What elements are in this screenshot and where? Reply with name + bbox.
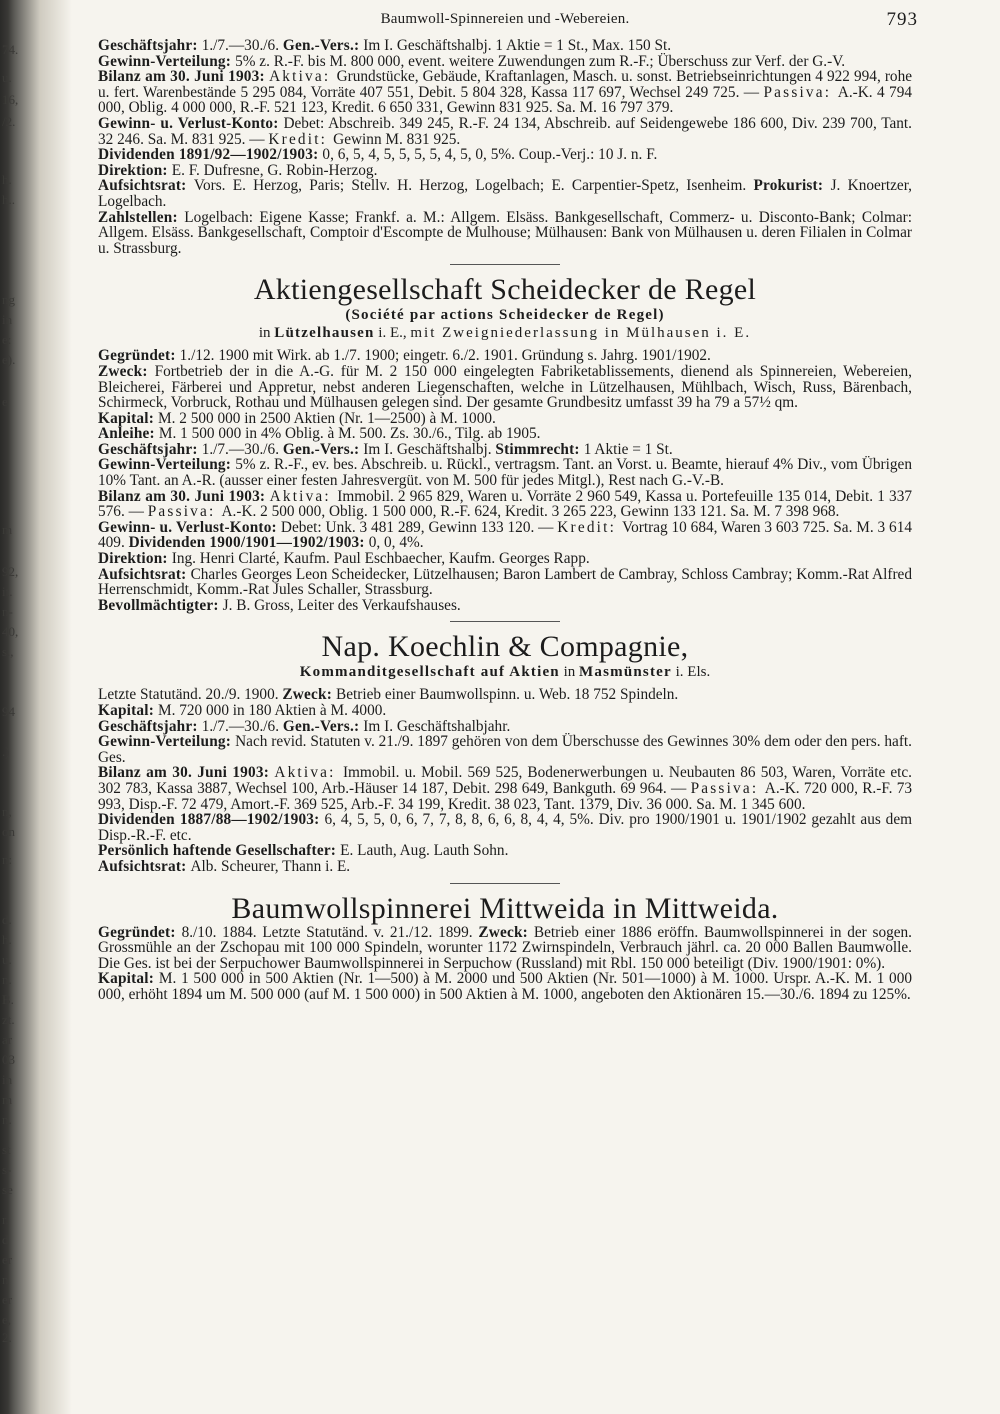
field-text: 0, 0, 4%. xyxy=(368,534,424,552)
gutter-fragment: u. xyxy=(2,952,12,967)
field-text: 1 Aktie = 1 St. xyxy=(583,440,673,458)
gutter-fragment: n. xyxy=(2,972,12,987)
previous-page-edge-fragments xyxy=(0,0,40,1414)
entry-paragraph xyxy=(98,812,912,843)
spaced-label: Aktiva: xyxy=(274,764,343,782)
field-label: Gegründet: xyxy=(98,923,182,941)
field-text: 6, 4, 5, 5, 0, 6, 7, 7, 8, 8, 6, 6, 8, 4, 4, 5%. Div. pro 1900/1901 u. 1901/1902 gezahlt aus dem Disp.-R.-F. etc. xyxy=(98,811,913,844)
field-text: J. Knoertzer, Logelbach. xyxy=(98,177,913,210)
gutter-fragment: 2. xyxy=(2,1330,12,1345)
gutter-fragment: /2. xyxy=(2,114,16,129)
field-label: Gegründet: xyxy=(98,347,180,365)
gutter-fragment: in xyxy=(2,1072,13,1087)
field-text: J. B. Gross, Leiter des Verkaufshauses. xyxy=(222,596,461,614)
entry-paragraph xyxy=(98,765,912,812)
gutter-fragment: h. xyxy=(2,172,12,187)
entry-paragraph xyxy=(98,719,912,735)
field-text: 5% z. R.-F. bis M. 800 000, event. weitere Zuwendungen zum R.-F.; Überschuss zur Verf. der G.-V. xyxy=(235,52,846,70)
gutter-fragment: 40, xyxy=(2,624,19,639)
field-text: A.-K. 2 500 000, Oblig. 1 500 000, R.-F. 624, Kredit. 3 265 223, Gewinn 133 121. Sa. M. 7 398 968. xyxy=(221,503,840,521)
spaced-label: Kredit: xyxy=(557,518,623,536)
document-page xyxy=(98,6,918,1011)
gutter-fragment: 03 xyxy=(2,1052,15,1067)
gutter-fragment: r. xyxy=(2,1212,9,1227)
field-label: Kapital: xyxy=(98,970,159,988)
gutter-fragment: n- xyxy=(2,604,13,619)
field-label: Dividenden 1891/92—1902/1903: xyxy=(98,146,323,164)
gutter-fragment: .) xyxy=(2,744,10,759)
field-text: Im I. Geschäftshalbjahr. xyxy=(363,717,511,735)
gutter-fragment: m xyxy=(2,1092,13,1107)
field-label: Bilanz am 30. Juni 1903: xyxy=(98,487,270,505)
gutter-fragment: ng xyxy=(2,292,15,307)
field-text: Logelbach: Eigene Kasse; Frankf. a. M.: Allgem. Elsäss. Bankgesellschaft, Commerz- u. Disconto-Bank; Colmar: Allgem. Elsäss. Bankgesellschaft, Comptoir d'Escompte de Mulhouse; Mülhausen: Bank von Mülhausen u. deren Filialen in Colmar u. Strassburg. xyxy=(98,208,912,257)
field-text: M. 1 500 000 in 500 Aktien (Nr. 1—500) à M. 2000 und 500 Aktien (Nr. 501—1000) à M. 1000. Urspr. A.-K. M. 1 000 000, erhöht 1894 um M. 500 000 (auf M. 1 500 000) in 500 Aktien à M. 1000, angeboten den Aktionären 15.—30./6. 1894 zu 125%. xyxy=(98,970,912,1003)
gutter-fragment: h.. xyxy=(2,192,15,207)
entry-subtitle-scheidecker: (Société par actions Scheidecker de Regel) xyxy=(345,307,665,324)
field-text: Debet: Abschreib. 349 245, R.-F. 24 134, Abschreib. auf Seidengewebe 186 600, Div. 239 700, Tant. 32 246. Sa. M. 831 925. — xyxy=(98,114,912,148)
gutter-fragment: d xyxy=(2,1232,9,1247)
field-text: Ing. Henri Clarté, Kaufm. Paul Eschbaecher, Kaufm. Georges Rapp. xyxy=(171,550,590,568)
field-text: 1./7.—30./6. xyxy=(201,717,283,735)
entry-body-koechlin xyxy=(98,687,912,874)
entry-previous-company-continued xyxy=(98,38,912,256)
running-header xyxy=(98,6,918,38)
field-label: Prokurist: xyxy=(753,177,831,195)
gutter-fragment: e: xyxy=(2,332,12,347)
field-label: Zweck: xyxy=(478,923,534,941)
field-label: Bilanz am 30. Juni 1903: xyxy=(98,764,275,782)
gutter-fragment: se xyxy=(2,1182,13,1197)
field-text: 5% z. R.-F., ev. bes. Abschreib. u. Rückl., vertragsm. Tant. an Vorst. u. Beamte, hierauf 4% Div., vom Übrigen 10% Tant. an A.-R. (ausser einer festen Jahresvergüt. von M. 500 für jedes Mitgl.), Rest nach G.-V.-B. xyxy=(98,456,912,490)
entry-title-scheidecker: Aktiengesellschaft Scheidecker de Regel xyxy=(253,273,757,307)
entry-paragraph xyxy=(98,567,912,598)
field-label: Persönlich haftende Gesellschafter: xyxy=(98,842,341,860)
gutter-fragment: d. xyxy=(2,912,12,927)
spaced-label: Passiva: xyxy=(690,779,765,797)
field-text: Fortbetrieb der in die A.-G. für M. 2 150 000 eingelegten Fabriketablissements, dienend als Spinnereien, Webereien, Bleicherei, Färberei und Appretur, nebst anderen Liegenschaften, welche in Lützelhausen, Mühlbach, Wisch, Russ, Bärenbach, Schirmeck, Vorbruck, Rothau und Mülhausen gelegen sind. Der gesamte Grundbesitz umfasst 39 ha 79 a 57½ qm. xyxy=(98,362,912,412)
entry-paragraph xyxy=(98,411,912,427)
field-text: 1./7.—30./6. xyxy=(201,440,283,458)
field-label: Zahlstellen: xyxy=(98,208,185,226)
gutter-fragment: n xyxy=(2,1272,9,1287)
field-text: Nach revid. Statuten v. 21./9. 1897 gehören von dem Überschusse des Gewinnes 30% dem oder den pers. haft. Ges. xyxy=(98,733,912,766)
entry-paragraph xyxy=(98,69,912,116)
field-label: Kapital: xyxy=(98,409,159,427)
field-label: Anleihe: xyxy=(98,425,159,443)
field-label: Aufsichtsrat: xyxy=(98,565,191,583)
entry-paragraph xyxy=(98,843,912,859)
field-text: 8./10. 1884. Letzte Statutänd. v. 21./12. 1899. xyxy=(181,923,479,941)
entry-body-scheidecker xyxy=(98,348,912,613)
entry-paragraph xyxy=(98,971,912,1002)
entry-paragraph xyxy=(98,116,912,147)
field-label: Dividenden 1887/88—1902/1903: xyxy=(98,811,325,829)
field-text: M. 2 500 000 in 2500 Aktien (Nr. 1—2500) à M. 1000. xyxy=(158,409,496,427)
entry-body-mittweida xyxy=(98,925,912,1003)
gutter-fragment: B. xyxy=(2,992,14,1007)
field-label: Bilanz am 30. Juni 1903: xyxy=(98,68,270,86)
field-text: Debet: Unk. 3 481 289, Gewinn 133 120. — xyxy=(280,518,558,536)
field-label: Direktion: xyxy=(98,161,172,179)
field-text: E. Lauth, Aug. Lauth Sohn. xyxy=(340,842,509,860)
field-label: Geschäftsjahr: xyxy=(98,717,202,735)
gutter-fragment: n, xyxy=(2,804,12,819)
spaced-label: Passiva: xyxy=(763,83,838,101)
entry-paragraph xyxy=(98,734,912,765)
spaced-label: Aktiva: xyxy=(269,68,337,86)
field-text: Letzte Statutänd. 20./9. 1900. xyxy=(98,686,283,704)
field-text: Im I. Geschäftshalbj. 1 Aktie = 1 St., Max. 150 St. xyxy=(363,37,672,54)
field-label: Zweck: xyxy=(282,686,337,704)
spaced-label: Passiva: xyxy=(147,503,222,521)
gutter-fragment: e xyxy=(2,394,8,409)
field-label: Gewinn-Verteilung: xyxy=(98,733,236,751)
entry-paragraph xyxy=(98,178,912,209)
entry-paragraph xyxy=(98,54,912,70)
entry-title-koechlin: Nap. Koechlin & Compagnie, xyxy=(321,630,689,664)
field-text: A.-K. 4 794 000, Oblig. 4 000 000, R.-F. 521 123, Kredit. 6 650 331, Gewinn 831 925. Sa. M. 16 797 379. xyxy=(98,83,912,117)
gutter-fragment: er xyxy=(2,1292,13,1307)
field-text: Alb. Scheurer, Thann i. E. xyxy=(190,857,351,875)
gutter-fragment: it. xyxy=(2,584,13,599)
gutter-fragment: 92, xyxy=(2,564,19,579)
gutter-fragment: e). xyxy=(2,352,16,367)
field-label: Bevollmächtigter: xyxy=(98,596,223,614)
field-label: Gen.-Vers.: xyxy=(282,37,364,54)
entry-paragraph xyxy=(98,489,912,520)
page-number: 793 xyxy=(886,9,918,30)
field-label: Gen.-Vers.: xyxy=(282,440,364,458)
field-text: Charles Georges Leon Scheidecker, Lützelhausen; Baron Lambert de Cambray, Schloss Cambray; Komm.-Rat Alfred Herrenschmidt, Komm.-Rat Jules Schaller, Strassburg. xyxy=(98,565,912,599)
entry-paragraph xyxy=(98,859,912,875)
field-text: Im I. Geschäftshalbj. xyxy=(363,440,496,458)
gutter-fragment: h. xyxy=(2,932,12,947)
field-text: Betrieb einer 1886 eröffn. Baumwollspinnerei in der sogen. Grossmühle an der Zschopau mit 100 000 Spindeln, worunter 1172 Zwirnspindeln, Verbrauch jährl. ca. 20 000 Ballen Baumwolle. Die Ges. ist bei der Serpuchower Baumwollspinnerei in Serpuchow (Russland) mit Rbl. 150 000 beteiligt (Div. 1900/1901: 0%). xyxy=(98,923,913,972)
field-label: Gewinn- u. Verlust-Konto: xyxy=(98,518,281,536)
entry-paragraph xyxy=(98,520,912,551)
entry-title-mittweida: Baumwollspinnerei Mittweida in Mittweida. xyxy=(231,891,779,925)
entry-paragraph xyxy=(98,442,912,458)
field-label: Gewinn-Verteilung: xyxy=(98,456,236,474)
field-text: 1./12. 1900 mit Wirk. ab 1./7. 1900; eingetr. 6./2. 1901. Gründung s. Jahrg. 1901/1902. xyxy=(179,347,711,365)
field-text: A.-K. 720 000, R.-F. 73 993, Disp.-F. 72 479, Amort.-F. 369 525, Arb.-F. 34 199, Kredit. 38 023, Tant. 1379, Div. 36 000. Sa. M. 1 345 600. xyxy=(98,779,913,813)
field-text: Betrieb einer Baumwollspinn. u. Web. 18 752 Spindeln. xyxy=(336,686,679,704)
entry-paragraph xyxy=(98,551,912,567)
gutter-fragment: s- xyxy=(2,1162,12,1177)
entry-paragraph xyxy=(98,364,912,411)
field-text: 0, 6, 5, 4, 5, 5, 5, 5, 4, 5, 0, 5%. Coup.-Verj.: 10 J. n. F. xyxy=(322,146,658,164)
field-label: Gewinn- u. Verlust-Konto: xyxy=(98,114,284,132)
field-label: Geschäftsjahr: xyxy=(98,37,202,54)
gutter-fragment: on xyxy=(2,824,15,839)
field-text: E. F. Dufresne, G. Robin-Herzog. xyxy=(171,161,378,179)
entry-paragraph xyxy=(98,38,912,54)
entry-paragraph xyxy=(98,426,912,442)
entry-paragraph xyxy=(98,147,912,163)
entry-paragraph xyxy=(98,925,912,972)
entry-paragraph xyxy=(98,210,912,257)
running-title: Baumwoll-Spinnereien und -Webereien. xyxy=(380,11,630,27)
gutter-fragment: s., xyxy=(2,644,14,659)
field-text: Vors. E. Herzog, Paris; Stellv. H. Herzog, Logelbach; E. Carpentier-Spetz, Isenheim. xyxy=(193,177,754,195)
spaced-label: Kredit: xyxy=(268,130,334,148)
field-text: Grundstücke, Gebäude, Kraftanlagen, Masch. u. sonst. Betriebseinrichtungen 4 922 994, rohe u. fert. Warenbestände 5 295 084, Vorräte 407 551, Debit. 5 804 328, Kassa 117 697, Wechsel 249 725. — xyxy=(98,68,913,101)
gutter-fragment: ar xyxy=(2,1032,13,1047)
section-divider xyxy=(450,621,560,622)
field-label: Aufsichtsrat: xyxy=(98,857,191,875)
entry-location-scheidecker: in Lützelhausen i. E., mit Zweigniederlassung in Mülhausen i. E. xyxy=(258,325,752,342)
gutter-fragment: zt. xyxy=(2,1012,15,1027)
section-divider xyxy=(450,264,560,265)
entry-paragraph xyxy=(98,163,912,179)
gutter-fragment: 16, xyxy=(2,92,19,107)
gutter-fragment: 74. xyxy=(2,42,19,57)
field-label: Gen.-Vers.: xyxy=(282,717,364,735)
field-text: Vortrag 10 684, Waren 3 603 725. Sa. M. 3 614 409. xyxy=(98,518,912,552)
gutter-fragment: 94 xyxy=(2,704,15,719)
gutter-fragment: st xyxy=(2,1142,11,1157)
field-text: M. 1 500 000 in 4% Oblig. à M. 500. Zs. 30./6., Tilg. ab 1905. xyxy=(158,425,541,443)
field-label: Aufsichtsrat: xyxy=(98,177,194,195)
field-label: Direktion: xyxy=(98,550,172,568)
field-label: Geschäftsjahr: xyxy=(98,440,202,458)
entry-paragraph xyxy=(98,457,912,488)
gutter-fragment: m xyxy=(2,522,13,537)
field-text: M. 720 000 in 180 Aktien à M. 4000. xyxy=(158,702,387,719)
spaced-label: Aktiva: xyxy=(269,487,338,505)
field-label: Gewinn-Verteilung: xyxy=(98,52,236,70)
field-label: Kapital: xyxy=(98,702,159,719)
entry-paragraph xyxy=(98,703,912,719)
gutter-fragment: er xyxy=(2,1252,13,1267)
gutter-fragment: u. xyxy=(2,70,12,85)
entry-location-koechlin: Kommanditgesellschaft auf Aktien in Masmünster i. Els. xyxy=(299,664,711,681)
entry-paragraph xyxy=(98,687,912,703)
field-text: Immobil. 2 965 829, Waren u. Vorräte 2 960 549, Kassa u. Portefeuille 135 014, Debit. 1 337 576. — xyxy=(98,487,912,521)
entry-paragraph xyxy=(98,348,912,364)
gutter-fragment: n. xyxy=(2,1112,12,1127)
field-label: Zweck: xyxy=(98,362,155,380)
gutter-fragment: e, xyxy=(2,1312,12,1327)
gutter-fragment: in xyxy=(2,312,13,327)
field-label: Stimmrecht: xyxy=(495,440,584,458)
field-text: Gewinn M. 831 925. xyxy=(333,130,461,148)
field-text: Immobil. u. Mobil. 569 525, Bodenerwerbungen u. Neubauten 86 503, Waren, Vorräte etc. 302 783, Kassa 3887, Wechsel 100, Arb.-Häuser 14 187, Debit. 298 649, Bankguth. 69 964. — xyxy=(98,764,912,797)
section-divider xyxy=(450,883,560,884)
field-label: Dividenden 1900/1901—1902/1903: xyxy=(128,534,369,552)
entry-paragraph xyxy=(98,598,912,614)
field-text: 1./7.—30./6. xyxy=(201,37,283,54)
gutter-fragment: n: xyxy=(2,852,13,867)
